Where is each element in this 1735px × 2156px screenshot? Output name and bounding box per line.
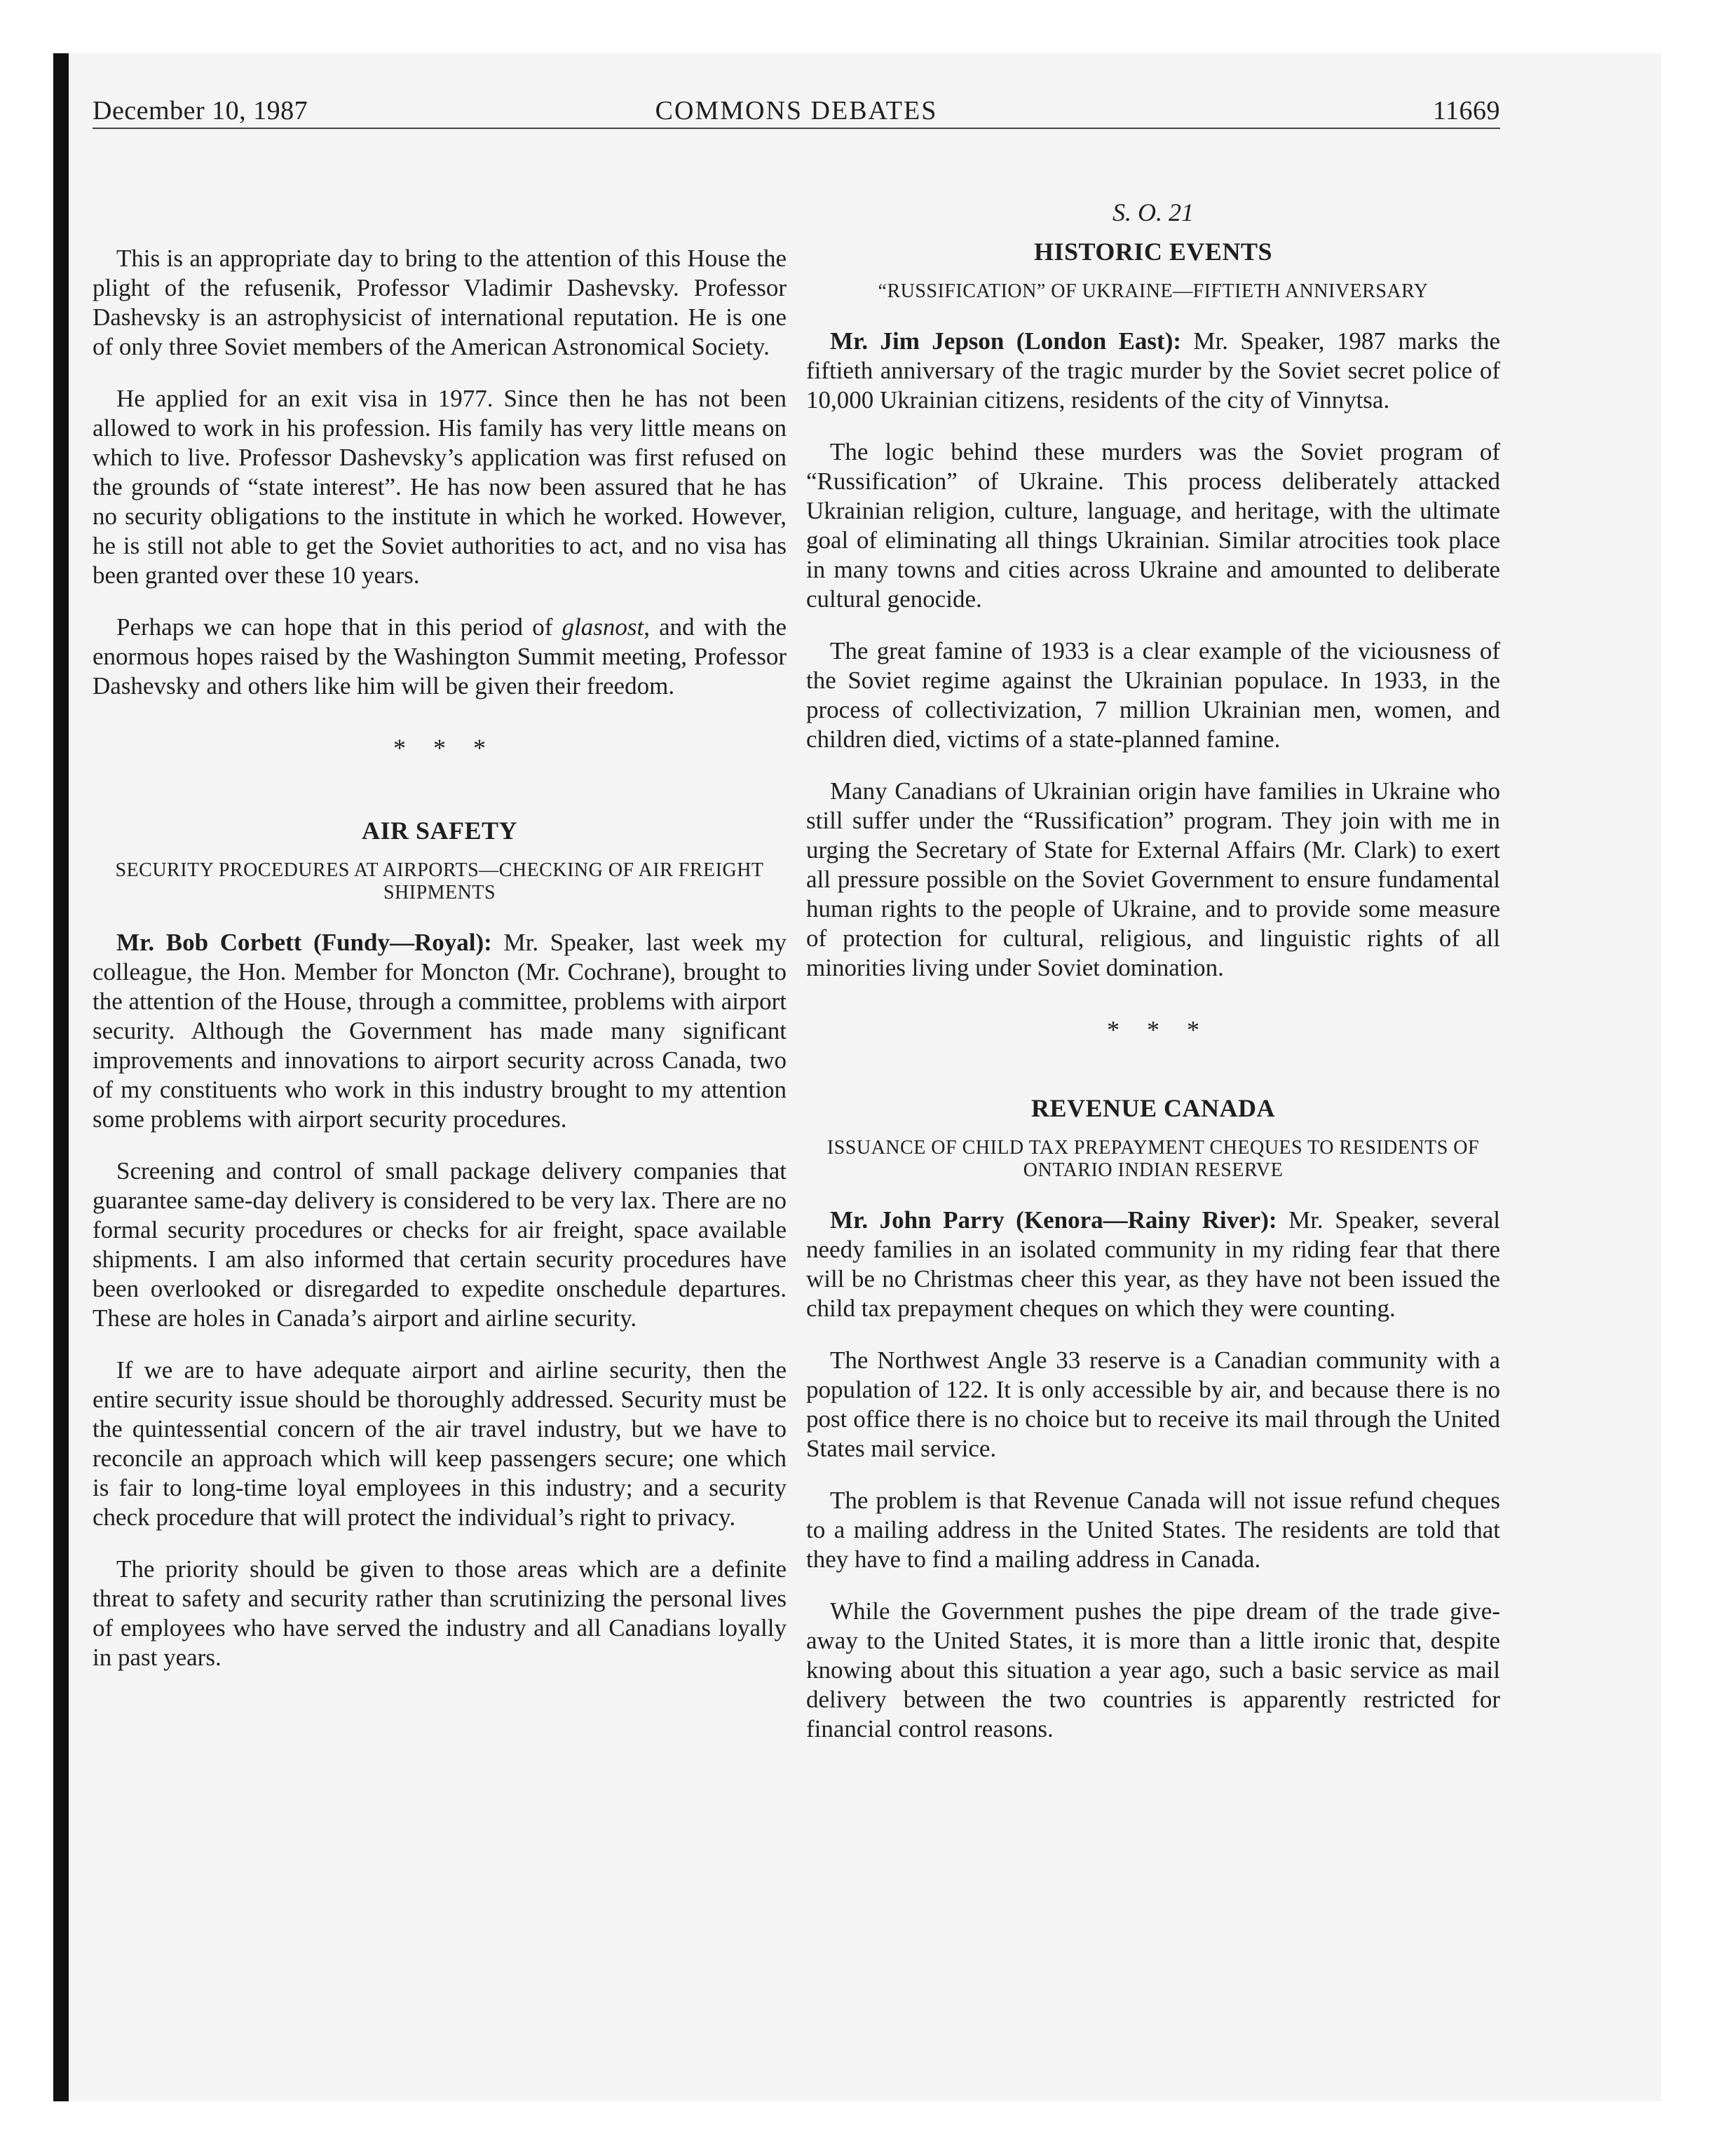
section-separator: * * * [1107, 1016, 1199, 1044]
italic-term: glasnost [562, 613, 644, 641]
paragraph: This is an appropriate day to bring to the attention of this House the plight of the refusenik, Professor Vladimir Dashevsky. Professor Dashevsky is an astrophysicist of international reputation. He is one of only three Soviet members of the American Astronomical Society. [93, 245, 787, 360]
speech-paragraph [93, 928, 787, 1134]
section-separator: * * * [393, 734, 486, 762]
page-header [93, 95, 1500, 128]
header-rule [93, 128, 1500, 129]
text-span: Mr. Speaker, last week my colleague, the Hon. Member for Moncton (Mr. Cochrane), brought to the attention of the House, through a committee, problems with airport security. Although the Government has made many significant improvements and innovations to airport security across Canada, two of my constituents who work in this industry brought to my attention some problems with airport security procedures. [93, 929, 787, 1133]
text-span: Mr. Speaker, several needy families in an isolated community in my riding fear that there will be no Christmas cheer this year, as they have not been issued the child tax prepayment cheques on which they were counting. [806, 1206, 1500, 1322]
paragraph [93, 613, 787, 701]
page-number: 11669 [1432, 96, 1500, 125]
section-subtitle: SECURITY PROCEDURES AT AIRPORTS—CHECKING OF AIR FREIGHT SHIPMENTS [115, 859, 764, 903]
section-title: HISTORIC EVENTS [1034, 238, 1272, 266]
speech-paragraph [806, 327, 1500, 415]
text-span: , and with the enormous hopes raised by the Washington Summit meeting, Professor Dashevsky and others like him will be given their freedom. [93, 613, 787, 700]
paragraph: The great famine of 1933 is a clear example of the viciousness of the Soviet regime against the Ukrainian populace. In 1933, in the process of collectivization, 7 million Ukrainian men, women, and children died, victims of a state-planned famine. [806, 637, 1500, 753]
paragraph: Many Canadians of Ukrainian origin have families in Ukraine who still suffer under the “Russification” program. They join with me in urging the Secretary of State for External Affairs (Mr. Clark) to exert all pressure possible on the Soviet Government to ensure fundamental human rights to the people of Ukraine, and to provide some measure of protection for cultural, religious, and linguistic rights of all minorities living under Soviet domination. [806, 777, 1500, 981]
speaker-name: Mr. John Parry (Kenora—Rainy River): [830, 1206, 1277, 1234]
speaker-name: Mr. Jim Jepson (London East): [830, 327, 1182, 355]
paragraph: The problem is that Revenue Canada will not issue refund cheques to a mailing address in the United States. The residents are told that they have to find a mailing address in Canada. [806, 1487, 1500, 1573]
text-span: Perhaps we can hope that in this period of [116, 613, 562, 641]
speech-paragraph [806, 1206, 1500, 1323]
text-span: Mr. Speaker, 1987 marks the fiftieth anniversary of the tragic murder by the Soviet secret police of 10,000 Ukrainian citizens, residents of the city of Vinnytsa. [806, 327, 1500, 414]
scan-border [53, 53, 69, 2101]
paragraph: If we are to have adequate airport and airline security, then the entire security issue should be thoroughly addressed. Security must be the quintessential concern of the air travel industry, but we have to reconcile an approach which will keep passengers secure; one which is fair to long-time loyal employees in this industry; and a security check procedure that will protect the individual’s right to privacy. [93, 1356, 787, 1531]
left-column [93, 140, 787, 1695]
paragraph: The priority should be given to those areas which are a definite threat to safety and security rather than scrutinizing the personal lives of employees who have served the industry and all Canadians loyally in past years. [93, 1555, 787, 1671]
paragraph: He applied for an exit visa in 1977. Since then he has not been allowed to work in his profession. His family has very little means on which to live. Professor Dashevsky’s application was first refused on the grounds of “state interest”. He has now been assured that he has no security obligations to the institute in which he worked. However, he is still not able to get the Soviet authorities to act, and no visa has been granted over these 10 years. [93, 385, 787, 589]
section-title: AIR SAFETY [361, 817, 518, 845]
paragraph: The logic behind these murders was the Soviet program of “Russification” of Ukraine. This process deliberately attacked Ukrainian religion, culture, language, and heritage, with the ultimate goal of eliminating all things Ukrainian. Similar atrocities took place in many towns and cities across Ukraine and amounted to deliberate cultural genocide. [806, 438, 1500, 613]
header-date: December 10, 1987 [93, 96, 308, 125]
paragraph: The Northwest Angle 33 reserve is a Canadian community with a population of 122. It is only accessible by air, and because there is no post office there is no choice but to receive its mail through the United States mail service. [806, 1346, 1500, 1462]
section-title: REVENUE CANADA [1030, 1094, 1275, 1122]
right-column [806, 140, 1500, 1766]
section-subtitle: “RUSSIFICATION” OF UKRAINE—FIFTIETH ANNIVERSARY [878, 280, 1429, 302]
header-title: COMMONS DEBATES [655, 96, 938, 125]
speaker-name: Mr. Bob Corbett (Fundy—Royal): [116, 929, 492, 956]
paragraph: While the Government pushes the pipe dream of the trade give-away to the United States, it is more than a little ironic that, despite knowing about this situation a year ago, such a basic service as mail delivery between the two countries is apparently restricted for financial control reasons. [806, 1597, 1500, 1742]
standing-order-label: S. O. 21 [1113, 198, 1194, 226]
paragraph: Screening and control of small package delivery companies that guarantee same-day delivery is considered to be very lax. There are no formal security procedures or checks for air freight, space available shipments. I am also informed that certain security procedures have been overlooked or disregarded to expedite onschedule departures. These are holes in Canada’s airport and airline security. [93, 1157, 787, 1332]
section-subtitle: ISSUANCE OF CHILD TAX PREPAYMENT CHEQUES TO RESIDENTS OF ONTARIO INDIAN RESERVE [826, 1137, 1480, 1181]
